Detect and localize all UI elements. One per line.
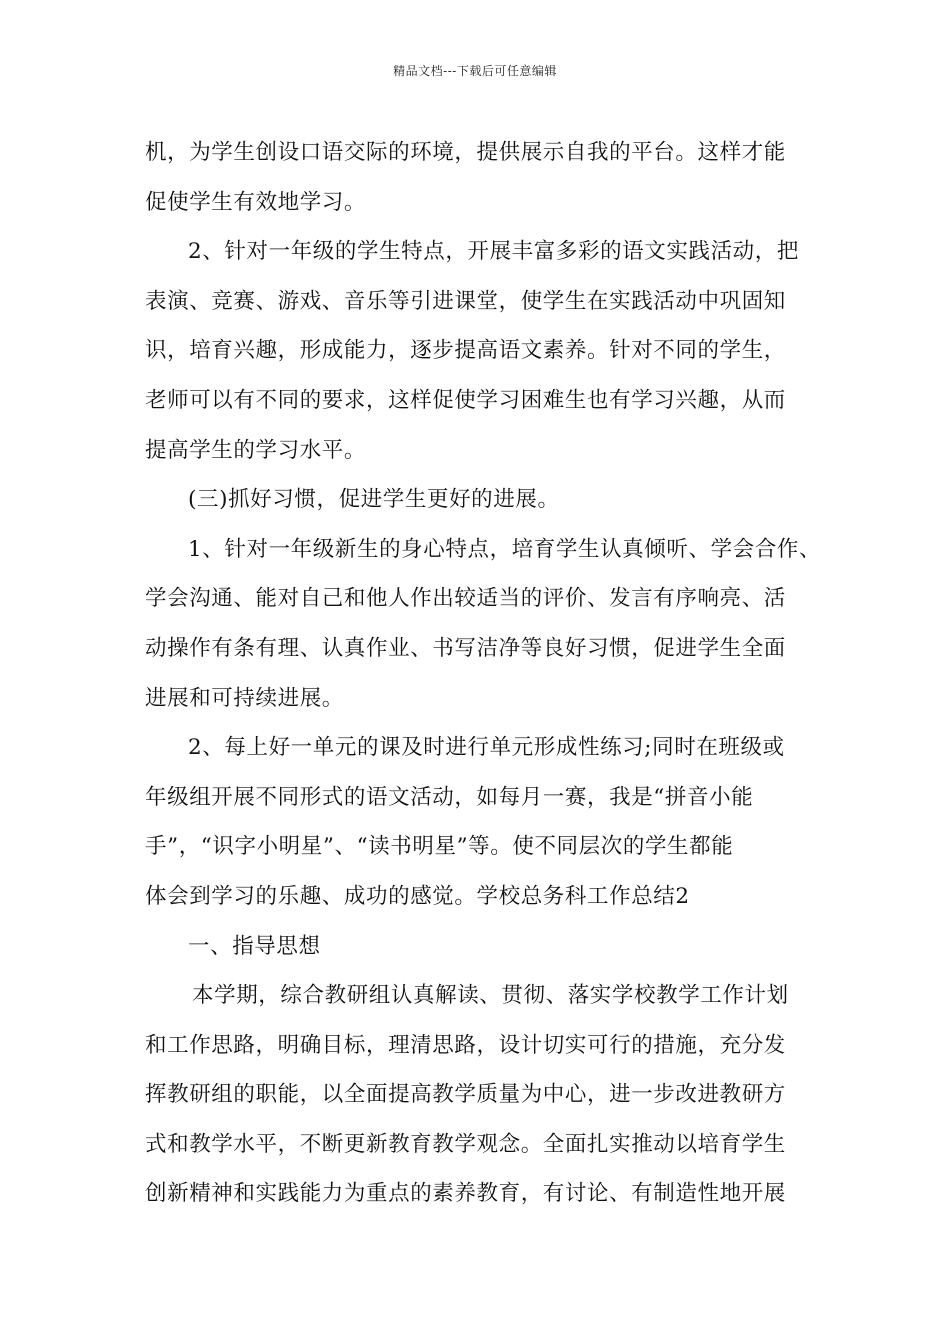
text-line: 学会沟通、能对自己和他人作出较适当的评价、发言有序响亮、活 <box>145 586 786 612</box>
text-line: 1、针对一年级新生的身心特点，培育学生认真倾听、学会合作、 <box>188 536 822 562</box>
text-line: 2、每上好一单元的课及时进行单元形成性练习;同时在班级或 <box>188 735 785 761</box>
text-line: 体会到学习的乐趣、成功的感觉。学校总务科工作总结2 <box>145 883 690 909</box>
text-line: 年级组开展不同形式的语文活动，如每月一赛，我是“拼音小能 <box>145 784 754 810</box>
text-line: 老师可以有不同的要求，这样促使学习困难生也有学习兴趣，从而 <box>145 387 786 413</box>
section-heading: (三)抓好习惯，促进学生更好的进展。 <box>188 487 560 513</box>
text-line: 本学期，综合教研组认真解读、贯彻、落实学校教学工作计划 <box>192 983 789 1009</box>
text-line: 式和教学水平，不断更新教育教学观念。全面扎实推动以培育学生 <box>145 1131 786 1157</box>
section-heading: 一、指导思想 <box>188 933 321 959</box>
text-line: 识，培育兴趣，形成能力，逐步提高语文素养。针对不同的学生， <box>145 338 786 364</box>
text-line: 机，为学生创设口语交际的环境，提供展示自我的平台。这样才能 <box>145 140 786 165</box>
text-line: 2、针对一年级的学生特点，开展丰富多彩的语文实践活动，把 <box>188 239 799 265</box>
text-line: 提高学生的学习水平。 <box>145 437 367 463</box>
text-line: 促使学生有效地学习。 <box>145 189 367 215</box>
text-line: 进展和可持续进展。 <box>145 685 344 711</box>
document-body <box>145 128 822 1219</box>
text-line: 和工作思路，明确目标，理清思路，设计切实可行的措施，充分发 <box>145 1032 786 1058</box>
text-line: 表演、竞赛、游戏、音乐等引进课堂，使学生在实践活动中巩固知 <box>145 288 786 314</box>
page-header: 精品文档---下载后可任意编辑 <box>393 64 557 78</box>
text-line: 手”，“识字小明星”、“读书明星”等。使不同层次的学生都能 <box>145 834 734 860</box>
text-line: 动操作有条有理、认真作业、书写洁净等良好习惯，促进学生全面 <box>145 635 786 661</box>
text-line: 挥教研组的职能，以全面提高教学质量为中心，进一步改进教研方 <box>145 1082 786 1108</box>
text-line: 创新精神和实践能力为重点的素养教育，有讨论、有制造性地开展 <box>145 1181 786 1207</box>
